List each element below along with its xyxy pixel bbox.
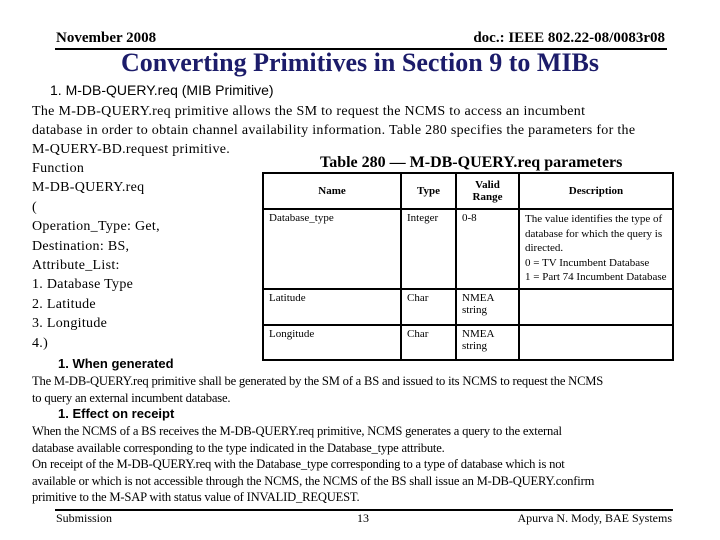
function-line: 3. Longitude: [32, 316, 108, 332]
text-line: The M-DB-QUERY.req primitive shall be generated by the SM of a BS and issued to its NCMS to request the NCMS: [32, 374, 604, 388]
intro-text: [32, 102, 635, 159]
table-row: [263, 325, 673, 360]
slide-title: Converting Primitives in Section 9 to MIBs: [120, 48, 600, 77]
cell-description: [519, 289, 673, 325]
description-value-0: 0 = TV Incumbent Database: [525, 256, 650, 269]
table-row: [263, 209, 673, 289]
function-line: (: [32, 199, 37, 215]
description-text: The value identifies the type of database for which the query is directed.: [525, 213, 663, 254]
cell-name: Longitude: [263, 325, 401, 360]
cell-name: Database_type: [263, 209, 401, 289]
function-line: M-DB-QUERY.req: [32, 180, 145, 196]
function-line: Destination: BS,: [32, 238, 130, 254]
text-line: On receipt of the M-DB-QUERY.req with the Database_type corresponding to a type of database which is not: [32, 457, 565, 471]
cell-range: NMEA string: [456, 325, 519, 360]
text-line: primitive to the M-SAP with status value of INVALID_REQUEST.: [32, 490, 360, 504]
intro-line: database in order to obtain channel availability information. Table 280 specifies the parameters for the: [32, 123, 636, 138]
cell-type: Char: [401, 289, 456, 325]
function-line: Function: [32, 161, 85, 176]
intro-line: The M-DB-QUERY.req primitive allows the SM to request the NCMS to access an incumbent: [32, 104, 586, 119]
cell-range: NMEA string: [456, 289, 519, 325]
effect-heading: 1. Effect on receipt: [58, 406, 175, 421]
description-value-1: 1 = Part 74 Incumbent Database: [525, 271, 667, 283]
function-line: 1. Database Type: [32, 277, 134, 293]
function-line: Attribute_List:: [32, 258, 120, 274]
col-header-range: Valid Range: [456, 173, 519, 209]
intro-line: M-QUERY-BD.request primitive.: [32, 142, 231, 157]
footer-author: Apurva N. Mody, BAE Systems: [517, 511, 672, 525]
col-header-name: Name: [263, 173, 401, 209]
effect-text: [32, 423, 594, 506]
function-line: 4.): [32, 335, 49, 351]
when-generated-text: [32, 373, 603, 406]
col-header-type: Type: [401, 173, 456, 209]
table-row: [263, 289, 673, 325]
cell-type: Integer: [401, 209, 456, 289]
function-definition: [32, 159, 160, 353]
footer-submission: Submission: [56, 511, 113, 525]
text-line: database available corresponding to the type indicated in the Database_type attribute.: [32, 440, 445, 455]
cell-name: Latitude: [263, 289, 401, 325]
cell-description: [519, 209, 673, 289]
text-line: to query an external incumbent database.: [32, 390, 231, 405]
parameters-table: [262, 172, 674, 361]
function-line: Operation_Type: Get,: [32, 219, 160, 235]
col-header-description: Description: [519, 173, 673, 209]
text-line: available or which is not accessible through the NCMS, the NCMS of the BS shall issue an M-DB-QUERY.confirm: [32, 473, 595, 488]
cell-range: 0-8: [456, 209, 519, 289]
function-line: 2. Latitude: [32, 296, 96, 312]
header-doc-id: doc.: IEEE 802.22-08/0083r08: [473, 30, 665, 46]
cell-type: Char: [401, 325, 456, 360]
cell-description: [519, 325, 673, 360]
table-caption: Table 280 — M-DB-QUERY.req parameters: [320, 154, 623, 171]
section-heading: 1. M-DB-QUERY.req (MIB Primitive): [50, 82, 274, 98]
when-generated-heading: 1. When generated: [58, 356, 174, 371]
footer-page-number: 13: [357, 511, 369, 525]
table-header-row: [263, 173, 673, 209]
text-line: When the NCMS of a BS receives the M-DB-QUERY.req primitive, NCMS generates a query to the external: [32, 424, 562, 438]
header-date: November 2008: [56, 30, 157, 46]
